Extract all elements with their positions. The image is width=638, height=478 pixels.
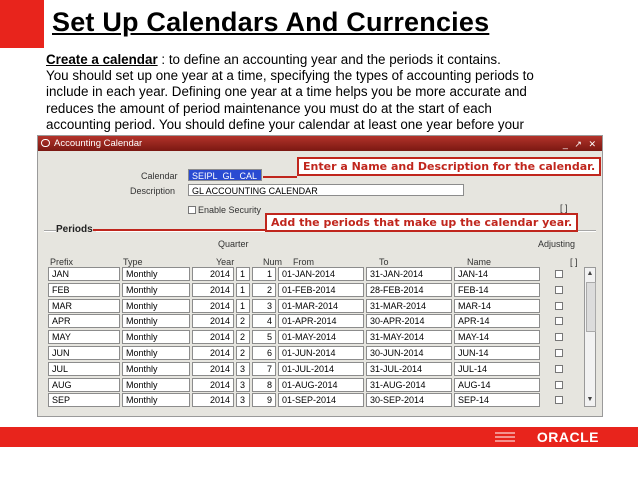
- period-to-cell[interactable]: 31-AUG-2014: [366, 378, 452, 392]
- period-to-cell[interactable]: 31-MAR-2014: [366, 299, 452, 313]
- adjusting-checkbox[interactable]: [555, 270, 563, 278]
- period-from-cell[interactable]: 01-MAR-2014: [278, 299, 364, 313]
- period-from-cell[interactable]: 01-SEP-2014: [278, 393, 364, 407]
- period-name-cell[interactable]: JUN-14: [454, 346, 540, 360]
- period-to-cell[interactable]: 31-MAY-2014: [366, 330, 452, 344]
- adjusting-checkbox[interactable]: [555, 333, 563, 341]
- period-num-cell[interactable]: 2: [252, 283, 276, 297]
- oracle-logo: ORACLE: [536, 429, 599, 445]
- period-year-cell[interactable]: 2014: [192, 362, 234, 376]
- enable-security-label: Enable Security: [198, 205, 262, 215]
- period-quarter-cell[interactable]: 1: [236, 299, 250, 313]
- period-num-cell[interactable]: 6: [252, 346, 276, 360]
- slide-title: Set Up Calendars And Currencies: [52, 7, 490, 37]
- periods-rule-left: [44, 230, 56, 232]
- adjusting-checkbox[interactable]: [555, 396, 563, 404]
- adjusting-checkbox[interactable]: [555, 349, 563, 357]
- period-from-cell[interactable]: 01-MAY-2014: [278, 330, 364, 344]
- period-name-cell[interactable]: APR-14: [454, 314, 540, 328]
- period-type-cell[interactable]: Monthly: [122, 330, 190, 344]
- callout-name-connector: [263, 176, 297, 178]
- period-prefix-cell[interactable]: MAR: [48, 299, 120, 313]
- periods-section-label: Periods: [56, 224, 93, 235]
- period-year-cell[interactable]: 2014: [192, 267, 234, 281]
- period-year-cell[interactable]: 2014: [192, 314, 234, 328]
- period-prefix-cell[interactable]: MAY: [48, 330, 120, 344]
- period-from-cell[interactable]: 01-APR-2014: [278, 314, 364, 328]
- period-prefix-cell[interactable]: JAN: [48, 267, 120, 281]
- col-to-header: To: [379, 257, 389, 267]
- callout-periods-connector: [93, 229, 265, 231]
- period-from-cell[interactable]: 01-JUN-2014: [278, 346, 364, 360]
- period-year-cell[interactable]: 2014: [192, 378, 234, 392]
- col-prefix-header: Prefix: [50, 257, 74, 267]
- callout-name-description: Enter a Name and Description for the calendar.: [297, 157, 601, 176]
- period-to-cell[interactable]: 28-FEB-2014: [366, 283, 452, 297]
- period-type-cell[interactable]: Monthly: [122, 378, 190, 392]
- adjusting-checkbox[interactable]: [555, 365, 563, 373]
- intro-line-2: You should set up one year at a time, specifying the types of accounting periods to: [46, 68, 534, 84]
- callout-periods: Add the periods that make up the calendar year.: [265, 213, 578, 232]
- period-name-cell[interactable]: AUG-14: [454, 378, 540, 392]
- period-to-cell[interactable]: 31-JAN-2014: [366, 267, 452, 281]
- period-from-cell[interactable]: 01-JUL-2014: [278, 362, 364, 376]
- col-num-header: Num: [263, 257, 283, 267]
- period-quarter-cell[interactable]: 1: [236, 267, 250, 281]
- period-year-cell[interactable]: 2014: [192, 346, 234, 360]
- footer-bar: [0, 427, 638, 447]
- period-type-cell[interactable]: Monthly: [122, 267, 190, 281]
- period-name-cell[interactable]: JUL-14: [454, 362, 540, 376]
- col-name-header: Name: [467, 257, 492, 267]
- window-titlebar[interactable]: [38, 136, 602, 151]
- period-year-cell[interactable]: 2014: [192, 299, 234, 313]
- oracle-stripes-icon: [495, 430, 515, 444]
- period-prefix-cell[interactable]: JUL: [48, 362, 120, 376]
- period-prefix-cell[interactable]: SEP: [48, 393, 120, 407]
- period-type-cell[interactable]: Monthly: [122, 362, 190, 376]
- intro-line-1: : to define an accounting year and the periods it contains.: [161, 52, 501, 67]
- period-from-cell[interactable]: 01-FEB-2014: [278, 283, 364, 297]
- intro-line-5: accounting period. You should define your calendar at least one year before your: [46, 116, 524, 132]
- col-adjusting-header: [ ]: [570, 257, 578, 267]
- period-type-cell[interactable]: Monthly: [122, 299, 190, 313]
- period-quarter-cell[interactable]: 3: [236, 362, 250, 376]
- title-accent-bar: [0, 0, 44, 48]
- period-name-cell[interactable]: SEP-14: [454, 393, 540, 407]
- period-type-cell[interactable]: Monthly: [122, 283, 190, 297]
- intro-line-3: include in each year. Defining one year at a time helps you be more accurate and: [46, 84, 527, 100]
- period-num-cell[interactable]: 8: [252, 378, 276, 392]
- intro-lead: Create a calendar: [46, 52, 158, 67]
- period-name-cell[interactable]: MAR-14: [454, 299, 540, 313]
- period-prefix-cell[interactable]: AUG: [48, 378, 120, 392]
- period-prefix-cell[interactable]: FEB: [48, 283, 120, 297]
- col-year-header: Year: [216, 257, 235, 267]
- period-type-cell[interactable]: Monthly: [122, 346, 190, 360]
- period-from-cell[interactable]: 01-JAN-2014: [278, 267, 364, 281]
- period-type-cell[interactable]: Monthly: [122, 314, 190, 328]
- calendar-label: Calendar: [141, 171, 178, 181]
- period-num-cell[interactable]: 7: [252, 362, 276, 376]
- period-type-cell[interactable]: Monthly: [122, 393, 190, 407]
- period-name-cell[interactable]: MAY-14: [454, 330, 540, 344]
- description-label: Description: [130, 186, 176, 196]
- period-to-cell[interactable]: 30-APR-2014: [366, 314, 452, 328]
- window-controls[interactable]: _ ↗ ✕: [562, 139, 598, 149]
- adjusting-checkbox[interactable]: [555, 317, 563, 325]
- period-quarter-cell[interactable]: 1: [236, 283, 250, 297]
- intro-line-4: reduces the amount of period maintenance you must do at the start of each: [46, 100, 492, 116]
- periods-scrollbar[interactable]: [584, 267, 596, 407]
- adjusting-header: Adjusting: [538, 239, 576, 249]
- period-to-cell[interactable]: 30-JUN-2014: [366, 346, 452, 360]
- period-num-cell[interactable]: 1: [252, 267, 276, 281]
- period-num-cell[interactable]: 4: [252, 314, 276, 328]
- period-quarter-cell[interactable]: 2: [236, 330, 250, 344]
- period-num-cell[interactable]: 5: [252, 330, 276, 344]
- period-from-cell[interactable]: 01-AUG-2014: [278, 378, 364, 392]
- enable-security-checkbox[interactable]: [188, 206, 196, 214]
- period-year-cell[interactable]: 2014: [192, 393, 234, 407]
- period-num-cell[interactable]: 9: [252, 393, 276, 407]
- adjusting-checkbox[interactable]: [555, 286, 563, 294]
- col-type-header: Type: [123, 257, 143, 267]
- period-prefix-cell[interactable]: APR: [48, 314, 120, 328]
- period-quarter-cell[interactable]: 2: [236, 346, 250, 360]
- period-to-cell[interactable]: 31-JUL-2014: [366, 362, 452, 376]
- period-year-cell[interactable]: 2014: [192, 330, 234, 344]
- scroll-thumb[interactable]: [586, 282, 596, 332]
- period-prefix-cell[interactable]: JUN: [48, 346, 120, 360]
- scroll-down-icon[interactable]: ▼: [586, 396, 594, 403]
- period-quarter-cell[interactable]: 2: [236, 314, 250, 328]
- period-year-cell[interactable]: 2014: [192, 283, 234, 297]
- adjusting-checkbox[interactable]: [555, 302, 563, 310]
- col-from-header: From: [293, 257, 314, 267]
- description-field[interactable]: GL ACCOUNTING CALENDAR: [188, 184, 464, 196]
- calendar-field[interactable]: SEIPL_GL_CAL: [188, 169, 262, 181]
- scroll-up-icon[interactable]: ▲: [586, 270, 594, 277]
- period-quarter-cell[interactable]: 3: [236, 378, 250, 392]
- adjusting-checkbox[interactable]: [555, 381, 563, 389]
- window-menu-icon[interactable]: [41, 139, 50, 147]
- quarter-header: Quarter: [218, 239, 249, 249]
- period-to-cell[interactable]: 30-SEP-2014: [366, 393, 452, 407]
- period-quarter-cell[interactable]: 3: [236, 393, 250, 407]
- period-name-cell[interactable]: FEB-14: [454, 283, 540, 297]
- window-title: Accounting Calendar: [54, 138, 143, 149]
- intro-paragraph: [46, 52, 626, 133]
- accounting-calendar-window: [37, 135, 603, 417]
- period-num-cell[interactable]: 3: [252, 299, 276, 313]
- header-bracket-field[interactable]: [ ]: [560, 203, 568, 213]
- period-name-cell[interactable]: JAN-14: [454, 267, 540, 281]
